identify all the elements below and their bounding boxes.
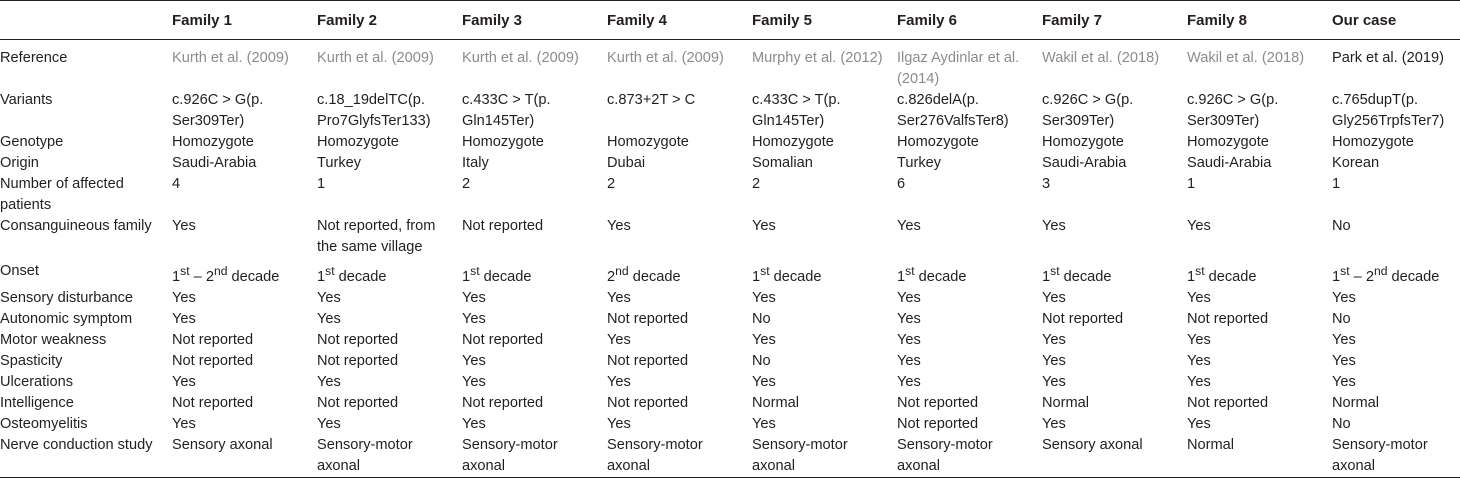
table-cell: 1 [1187, 176, 1196, 192]
table-cell: 1 [317, 176, 326, 192]
row-label-motor-weakness: Motor weakness [0, 331, 107, 348]
table-cell [458, 258, 603, 288]
table-row [0, 330, 1460, 351]
table-cell: Dubai [607, 155, 646, 171]
table-cell: Yes [607, 415, 631, 432]
table-cell: No [1332, 218, 1351, 234]
onset-text: decade [479, 268, 532, 285]
table-cell [1038, 258, 1183, 288]
ordinal-suffix: st [760, 264, 770, 278]
table-cell: Sensory-motor axonal [458, 435, 603, 478]
table-cell: Not reported, from the same village [317, 218, 436, 255]
table-cell: Yes [317, 289, 341, 306]
table-cell: Homozygote [897, 134, 979, 150]
table-cell: Yes [172, 289, 196, 306]
onset-text: 1 [1042, 268, 1051, 285]
column-header-family-5: Family 5 [748, 1, 893, 40]
table-cell: 3 [1042, 176, 1051, 192]
ordinal-suffix: st [470, 264, 480, 278]
row-label-nerve-conduction-study: Nerve conduction study [0, 435, 168, 478]
table-cell: 2 [607, 176, 616, 192]
table-cell [313, 258, 458, 288]
table-cell: Yes [897, 218, 921, 234]
table-cell: Korean [1332, 155, 1380, 171]
onset-text: 1 [1332, 268, 1341, 285]
column-header-family-1: Family 1 [168, 1, 313, 40]
onset-text: decade [769, 268, 822, 285]
table-cell: c.926C > G(p. Ser309Ter) [1042, 92, 1134, 129]
column-header-family-7: Family 7 [1038, 1, 1183, 40]
table-cell [603, 258, 748, 288]
ordinal-suffix: st [1195, 264, 1205, 278]
table-cell: Not reported [897, 415, 979, 432]
reference-cell: Wakil et al. (2018) [1042, 50, 1160, 66]
table-cell: Yes [1042, 218, 1066, 234]
table-cell: Sensory-motor axonal [603, 435, 748, 478]
table-row [0, 414, 1460, 435]
table-cell: Sensory-motor axonal [748, 435, 893, 478]
ordinal-suffix: st [1340, 264, 1350, 278]
table-cell: Turkey [317, 155, 362, 171]
table-row [0, 153, 1460, 174]
table-cell: Homozygote [317, 134, 399, 150]
table-body [0, 40, 1460, 478]
onset-text: decade [1059, 268, 1112, 285]
row-label-spasticity: Spasticity [0, 352, 63, 369]
column-header-family-8: Family 8 [1183, 1, 1328, 40]
table-cell: Yes [1332, 352, 1356, 369]
table-cell: Yes [317, 373, 341, 390]
reference-cell: Park et al. (2019) [1332, 50, 1444, 66]
table-row [0, 40, 1460, 91]
table-cell: Not reported [317, 394, 399, 411]
ordinal-suffix: st [1050, 264, 1060, 278]
table-cell: Yes [462, 373, 486, 390]
onset-text: 1 [317, 268, 326, 285]
table-cell: Yes [752, 331, 776, 348]
ordinal-suffix: nd [213, 264, 228, 278]
table-cell: Yes [897, 331, 921, 348]
table-cell: Yes [752, 415, 776, 432]
reference-cell: Kurth et al. (2009) [317, 50, 434, 66]
table-cell: Yes [172, 310, 196, 327]
table-row [0, 309, 1460, 330]
table-row [0, 258, 1460, 288]
ordinal-suffix: nd [615, 264, 629, 278]
table-cell: Yes [1332, 373, 1356, 390]
table-cell: Yes [462, 310, 486, 327]
table-cell: Turkey [897, 155, 942, 171]
table-cell: Yes [897, 310, 921, 327]
onset-text: 1 [1187, 268, 1196, 285]
onset-text: 1 [462, 268, 471, 285]
row-label-osteomyelitis: Osteomyelitis [0, 415, 88, 432]
table-cell: Yes [607, 373, 631, 390]
table-cell: c.873+2T > C [607, 92, 696, 108]
table-cell: Not reported [1042, 310, 1124, 327]
row-label-number-of-affected-patients: Number of affected patients [0, 176, 124, 213]
onset-text: decade [914, 268, 967, 285]
table-cell: Not reported [897, 394, 979, 411]
table-cell: c.826delA(p. Ser276ValfsTer8) [897, 92, 1009, 129]
table-cell: 2 [462, 176, 471, 192]
table-cell: Homozygote [607, 134, 689, 150]
onset-text: – 2 [189, 268, 214, 285]
table-cell: Yes [607, 289, 631, 306]
table-cell: Saudi-Arabia [172, 155, 257, 171]
table-cell: c.926C > G(p. Ser309Ter) [1187, 92, 1279, 129]
table-cell: Yes [462, 415, 486, 432]
table-cell: Yes [1187, 373, 1211, 390]
reference-cell: Murphy et al. (2012) [752, 50, 883, 66]
table-cell: Yes [172, 218, 196, 234]
ordinal-suffix: st [905, 264, 915, 278]
table-cell: Yes [607, 218, 631, 234]
table-cell: 4 [172, 176, 181, 192]
row-label-intelligence: Intelligence [0, 394, 74, 411]
onset-text: decade [1387, 268, 1440, 285]
table-cell: Yes [897, 373, 921, 390]
table-cell: Sensory-motor axonal [893, 435, 1038, 478]
table-cell: Sensory axonal [168, 435, 313, 478]
table-cell: Yes [1042, 289, 1066, 306]
table-cell: Homozygote [172, 134, 254, 150]
column-header-our-case: Our case [1328, 1, 1460, 40]
header-corner [0, 1, 168, 40]
column-header-family-2: Family 2 [313, 1, 458, 40]
column-header-family-6: Family 6 [893, 1, 1038, 40]
table-cell: No [752, 310, 771, 327]
table-cell: Not reported [607, 310, 689, 327]
onset-text: 2 [607, 268, 616, 285]
row-label-origin: Origin [0, 155, 39, 171]
table-cell: Yes [317, 415, 341, 432]
table-cell: Yes [752, 218, 776, 234]
table-cell: Yes [172, 415, 196, 432]
onset-text: decade [1204, 268, 1257, 285]
table-cell: Not reported [607, 352, 689, 369]
table-cell: Yes [1332, 331, 1356, 348]
table-cell: c.18_19delTC(p. Pro7GlyfsTer133) [317, 92, 431, 129]
table-cell: Sensory-motor axonal [1328, 435, 1460, 478]
table-cell: Not reported [172, 352, 254, 369]
table-row [0, 216, 1460, 258]
table-cell: Yes [752, 373, 776, 390]
table-cell: No [1332, 415, 1351, 432]
table-cell: Normal [1042, 394, 1090, 411]
table-cell [748, 258, 893, 288]
ordinal-suffix: st [325, 264, 335, 278]
table-cell: Homozygote [1332, 134, 1414, 150]
onset-text: 1 [897, 268, 906, 285]
table-row [0, 393, 1460, 414]
table-cell: Yes [1042, 415, 1066, 432]
table-cell: No [1332, 310, 1351, 327]
table-cell: Yes [897, 352, 921, 369]
table-cell: 2 [752, 176, 761, 192]
table-cell: Yes [607, 331, 631, 348]
table-cell: Yes [1187, 289, 1211, 306]
table-cell: 1 [1332, 176, 1341, 192]
table-cell: Italy [462, 155, 489, 171]
table-row [0, 372, 1460, 393]
table-cell: Sensory-motor axonal [313, 435, 458, 478]
table-cell: c.926C > G(p. Ser309Ter) [172, 92, 264, 129]
table-cell: Yes [1187, 352, 1211, 369]
table-cell: Yes [1187, 415, 1211, 432]
table-cell: Normal [752, 394, 800, 411]
table-cell: Homozygote [752, 134, 834, 150]
table-cell [1328, 258, 1460, 288]
onset-text: decade [628, 268, 681, 285]
table-cell: Not reported [317, 331, 399, 348]
table-row [0, 174, 1460, 216]
table-cell: Homozygote [1042, 134, 1124, 150]
reference-cell: Kurth et al. (2009) [172, 50, 289, 66]
table-cell: Yes [172, 373, 196, 390]
row-label-onset: Onset [0, 263, 39, 279]
table-cell: Normal [1183, 435, 1328, 478]
row-label-ulcerations: Ulcerations [0, 373, 73, 390]
row-label-sensory-disturbance: Sensory disturbance [0, 289, 134, 306]
table-cell: Not reported [462, 331, 544, 348]
table-cell: Yes [317, 310, 341, 327]
table-cell: Sensory axonal [1038, 435, 1183, 478]
table-cell: c.433C > T(p. Gln145Ter) [752, 92, 841, 129]
table-header-row [0, 1, 1460, 40]
table-cell: Yes [752, 289, 776, 306]
table-cell: Yes [1332, 289, 1356, 306]
row-label-autonomic-symptom: Autonomic symptom [0, 310, 133, 327]
ordinal-suffix: st [180, 264, 190, 278]
table-cell: Not reported [317, 352, 399, 369]
onset-text: decade [334, 268, 387, 285]
table-cell: Yes [1042, 373, 1066, 390]
table-cell: Not reported [172, 394, 254, 411]
table-row [0, 132, 1460, 153]
table-cell: Somalian [752, 155, 813, 171]
reference-cell: Wakil et al. (2018) [1187, 50, 1305, 66]
table-cell: Yes [897, 289, 921, 306]
table-cell: Yes [1187, 218, 1211, 234]
table-cell: Not reported [172, 331, 254, 348]
row-label-reference: Reference [0, 50, 68, 66]
table-cell: Yes [1187, 331, 1211, 348]
row-label-variants: Variants [0, 92, 53, 108]
table-cell [1183, 258, 1328, 288]
onset-text: decade [227, 268, 280, 285]
table-cell: Saudi-Arabia [1042, 155, 1127, 171]
table-cell: Yes [1042, 352, 1066, 369]
table-cell: c.433C > T(p. Gln145Ter) [462, 92, 551, 129]
table-cell: Not reported [607, 394, 689, 411]
row-label-consanguineous-family: Consanguineous family [0, 218, 152, 234]
ordinal-suffix: nd [1373, 264, 1388, 278]
table-row [0, 90, 1460, 132]
table-cell: Homozygote [1187, 134, 1269, 150]
column-header-family-3: Family 3 [458, 1, 603, 40]
onset-text: – 2 [1349, 268, 1374, 285]
table-row [0, 435, 1460, 478]
table-cell: Saudi-Arabia [1187, 155, 1272, 171]
table-cell: Yes [462, 289, 486, 306]
table-cell [168, 258, 313, 288]
table-cell: 6 [897, 176, 906, 192]
table-cell: Normal [1332, 394, 1380, 411]
row-label-genotype: Genotype [0, 134, 64, 150]
reference-cell: Ilgaz Aydinlar et al. (2014) [897, 50, 1020, 87]
table-cell: No [752, 352, 771, 369]
table-cell: Homozygote [462, 134, 544, 150]
table-cell: Not reported [1187, 310, 1269, 327]
table-cell: Yes [462, 352, 486, 369]
reference-cell: Kurth et al. (2009) [607, 50, 724, 66]
table-cell: Yes [1042, 331, 1066, 348]
reference-cell: Kurth et al. (2009) [462, 50, 579, 66]
table-cell: Not reported [1187, 394, 1269, 411]
table-cell: Not reported [462, 394, 544, 411]
table-row [0, 288, 1460, 309]
table-row [0, 351, 1460, 372]
onset-text: 1 [752, 268, 761, 285]
onset-text: 1 [172, 268, 181, 285]
table-cell [893, 258, 1038, 288]
table-cell: Not reported [462, 218, 544, 234]
table-cell: c.765dupT(p. Gly256TrpfsTer7) [1332, 92, 1445, 129]
column-header-family-4: Family 4 [603, 1, 748, 40]
